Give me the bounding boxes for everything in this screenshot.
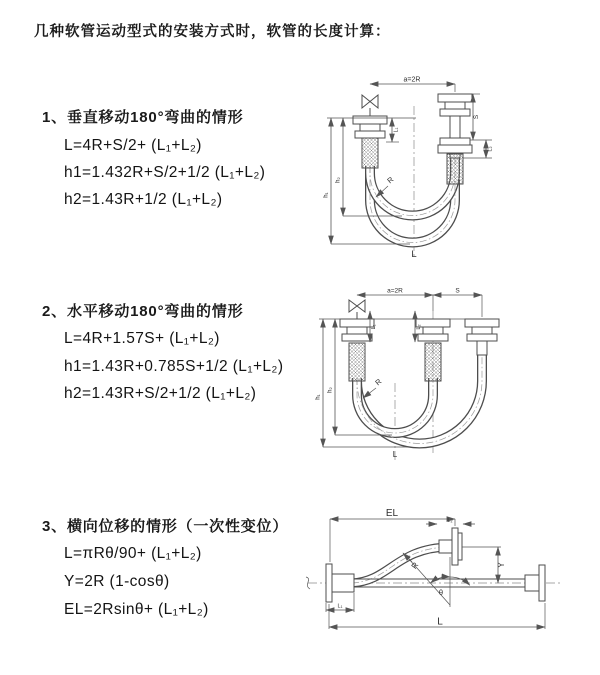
- section-1-heading: 1、垂直移动180°弯曲的情形: [42, 109, 244, 126]
- braided-hose-section: [349, 343, 365, 381]
- right-flange-pair: [438, 138, 472, 153]
- section-3-heading: 3、横向位移的情形（一次性变位）: [42, 518, 289, 535]
- left-flange: [353, 116, 387, 138]
- section-2-formula-h1: h1=1.43R+0.785S+1/2 (L₁+L₂): [64, 358, 284, 375]
- dim-label-a2r: a=2R: [403, 76, 421, 84]
- dim-label-h2: h₂: [327, 387, 334, 393]
- dimension-el: [330, 508, 455, 562]
- dim-label-theta: θ: [438, 588, 444, 597]
- dim-label-h1: h₁: [315, 394, 322, 400]
- dimension-a-2r: [357, 288, 433, 296]
- braided-hose-section: [447, 154, 463, 184]
- section-3-formula-Y: Y=2R (1-cosθ): [64, 573, 170, 590]
- dimension-l1: [386, 118, 400, 142]
- page-title: 几种软管运动型式的安装方式时，软管的长度计算：: [34, 24, 391, 40]
- hose-position-upper: [370, 155, 455, 216]
- section-3-formula-EL: EL=2Rsinθ+ (L₁+L₂): [64, 601, 209, 618]
- hose-s-curve: [352, 547, 449, 583]
- dim-label-L: L: [392, 450, 398, 459]
- dim-label-h2: h₂: [335, 177, 342, 183]
- dim-label-s: S: [455, 287, 460, 295]
- dim-label-el: EL: [385, 508, 399, 519]
- right-flange-displaced: [439, 528, 462, 565]
- dim-label-L: L: [411, 249, 417, 260]
- right-pipe: [477, 341, 487, 355]
- dim-label-a2r: a=2R: [387, 287, 403, 295]
- dim-label-l2: L₂: [416, 324, 422, 330]
- dimension-s: [470, 94, 492, 140]
- right-flange-top: [438, 94, 472, 116]
- section-2-heading: 2、水平移动180°弯曲的情形: [42, 303, 244, 320]
- section-3-formula-L: L=πRθ/90+ (L₁+L₂): [64, 545, 202, 562]
- dim-label-r: R: [409, 560, 421, 571]
- dimension-a-2r: [370, 77, 455, 93]
- dim-label-h1: h₁: [323, 192, 330, 198]
- right-flange-straight: [525, 565, 545, 601]
- section-1-formula-h2: h2=1.43R+1/2 (L₁+L₂): [64, 191, 223, 208]
- dim-label-l1: L₁: [337, 603, 343, 610]
- left-flange: [326, 564, 354, 602]
- section-2-formula-L: L=4R+1.57S+ (L₁+L₂): [64, 330, 220, 347]
- dim-label-l1: L₁: [371, 324, 377, 330]
- dim-label-l2: L₂: [447, 518, 453, 524]
- dim-label-l2: L₂: [487, 146, 494, 152]
- diagram-lateral-displacement: [300, 505, 600, 640]
- dim-label-L: L: [437, 616, 443, 628]
- valve-icon: [362, 95, 378, 116]
- diagram-vertical-180-bend: [312, 70, 592, 260]
- dim-label-s: S: [473, 114, 480, 120]
- diagram-horizontal-180-bend: [310, 285, 590, 470]
- right-flange-moved: [465, 319, 499, 341]
- dim-label-r: R: [385, 174, 396, 186]
- section-2-formula-h2: h2=1.43R+S/2+1/2 (L₁+L₂): [64, 385, 257, 402]
- braided-hose-section: [362, 138, 378, 168]
- dim-label-y: Y: [497, 562, 506, 568]
- valve-icon: [349, 300, 365, 319]
- section-1-formula-h1: h1=1.432R+S/2+1/2 (L₁+L₂): [64, 164, 266, 181]
- braided-hose-section: [425, 343, 441, 381]
- radius-leader: [363, 377, 384, 398]
- dimension-s: [433, 288, 482, 318]
- left-flange: [340, 319, 374, 341]
- section-1-formula-L: L=4R+S/2+ (L₁+L₂): [64, 137, 202, 154]
- dim-label-l1: L₁: [393, 127, 400, 133]
- dimension-y: [462, 547, 506, 583]
- dim-label-r: R: [373, 376, 384, 388]
- dimension-l: [329, 603, 545, 629]
